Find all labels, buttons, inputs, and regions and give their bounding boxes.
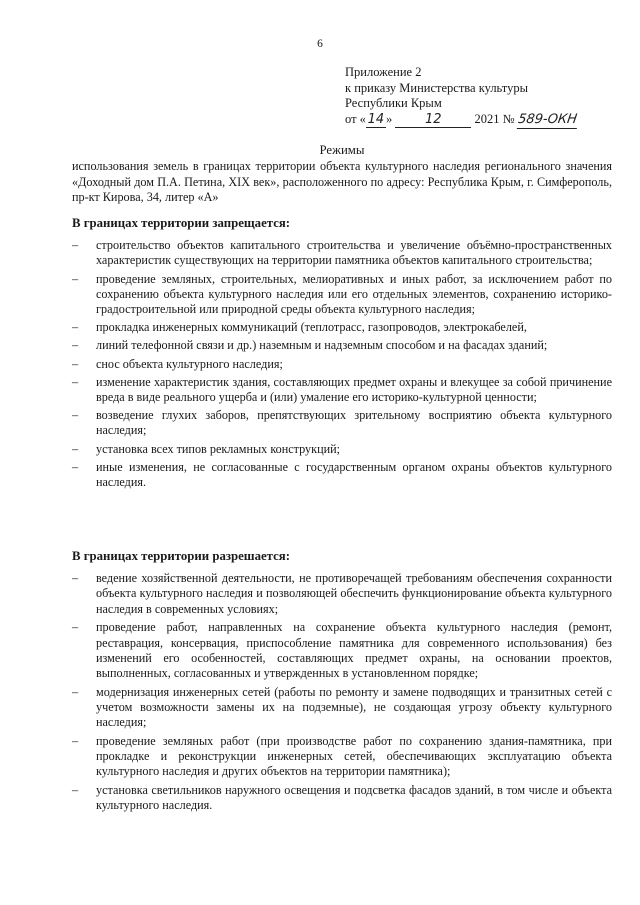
handwritten-order-number: 589-ОКН (516, 111, 578, 127)
list-item-text: изменение характеристик здания, составляющих предмет охраны и влекущее за собой причинение вреда в виде реального ущерба и (или) умаление его историко-культурной ценности; (96, 374, 612, 405)
appendix-date-line (345, 112, 615, 129)
list-item (72, 375, 612, 405)
list-item (72, 734, 612, 780)
bullet-dash: – (72, 238, 79, 253)
list-item-text: установка светильников наружного освещения и подсветка фасадов зданий, в том числе и объекта культурного наследия. (96, 782, 612, 813)
bullet-dash: – (72, 338, 79, 353)
forbidden-heading: В границах территории запрещается: (72, 216, 291, 230)
list-item (72, 571, 612, 617)
forbidden-list (72, 238, 612, 490)
list-item-text: ведение хозяйственной деятельности, не противоречащей требованиям обеспечения сохранности объекта культурного наследия и позволяющей обеспечить функционирование объекта культурного наследия в современных условиях; (96, 571, 612, 616)
list-item-text: линий телефонной связи и др.) наземным и надземным способом и на фасадах зданий; (96, 338, 548, 353)
list-item (72, 620, 612, 681)
allowed-list (72, 571, 612, 813)
forbidden-section (72, 216, 612, 493)
list-item (72, 338, 612, 353)
list-item-text: строительство объектов капитального строительства и увеличение объёмно-пространственных характеристик существующих на территории памятника объектов капитального строительства; (96, 238, 612, 268)
document-title: Режимы (319, 143, 365, 157)
list-item (72, 460, 612, 490)
handwritten-day: 14 (367, 111, 385, 127)
bullet-dash: – (72, 684, 79, 699)
appendix-republic-line: Республики Крым (345, 96, 442, 110)
list-item (72, 408, 612, 438)
handwritten-month: 12 (395, 112, 471, 129)
bullet-dash: – (72, 733, 79, 748)
list-item-text: снос объекта культурного наследия; (96, 356, 283, 371)
title-block (72, 143, 612, 206)
list-item-text: установка всех типов рекламных конструкций; (96, 441, 341, 456)
date-mid: » (385, 111, 393, 126)
list-item-text: возведение глухих заборов, препятствующих зрительному восприятию объекта культурного наследия; (96, 408, 612, 438)
bullet-dash: – (72, 459, 79, 474)
appendix-title: Приложение 2 (345, 65, 422, 79)
list-item (72, 783, 612, 813)
bullet-dash: – (72, 356, 79, 371)
page-number: 6 (317, 38, 323, 50)
list-item (72, 685, 612, 731)
bullet-dash: – (72, 408, 79, 423)
bullet-dash: – (72, 320, 79, 335)
allowed-section (72, 549, 612, 817)
list-item-text: проведение земляных работ (при производстве работ по сохранению здания-памятника, при прокладке и реконструкции инженерных сетей, обеспечивающих эксплуатацию объекта культурного наследия и других объектов на территории памятника); (96, 733, 612, 779)
list-item-text: модернизация инженерных сетей (работы по ремонту и замене подводящих и транзитных сетей с учетом возможности замены их на подземные), не создающая угрозу объекту культурного наследия; (96, 684, 612, 730)
bullet-dash: – (72, 782, 79, 797)
list-item (72, 272, 612, 318)
list-item-text: проведение работ, направленных на сохранение объекта культурного наследия (ремонт, реставрация, консервация, приспособление памятника для современного использования) без изменений его особенностей, составляющих предмет охраны, на основании проектов, выполненных, согласованных и утвержденных в установленном порядке; (96, 620, 612, 680)
date-year: 2021 № (474, 111, 515, 126)
date-prefix: от « (345, 111, 366, 126)
list-item (72, 238, 612, 268)
list-item (72, 357, 612, 372)
document-subtitle: использования земель в границах территории объекта культурного наследия регионального значения «Доходный дом П.А. Петина, XIX век», расположенного по адресу: Республика Крым, г. Симферополь, пр-кт Кирова, 34, литер «А» (72, 159, 612, 205)
appendix-order-line: к приказу Министерства культуры (345, 80, 528, 95)
bullet-dash: – (72, 271, 79, 286)
list-item (72, 320, 612, 335)
appendix-block (345, 65, 615, 128)
list-item-text: иные изменения, не согласованные с государственным органом охраны объектов культурного наследия. (96, 459, 612, 490)
list-item (72, 442, 612, 457)
bullet-dash: – (72, 571, 79, 586)
bullet-dash: – (72, 374, 79, 389)
allowed-heading: В границах территории разрешается: (72, 549, 290, 563)
list-item-text: прокладка инженерных коммуникаций (теплотрасс, газопроводов, электрокабелей, (96, 320, 527, 335)
list-item-text: проведение земляных, строительных, мелиоративных и иных работ, за исключением работ по сохранению объекта культурного наследия или его отдельных элементов, сохранению историко-градостроительной или природной среды объекта культурного наследия; (96, 271, 612, 317)
bullet-dash: – (72, 620, 79, 635)
bullet-dash: – (72, 441, 79, 456)
